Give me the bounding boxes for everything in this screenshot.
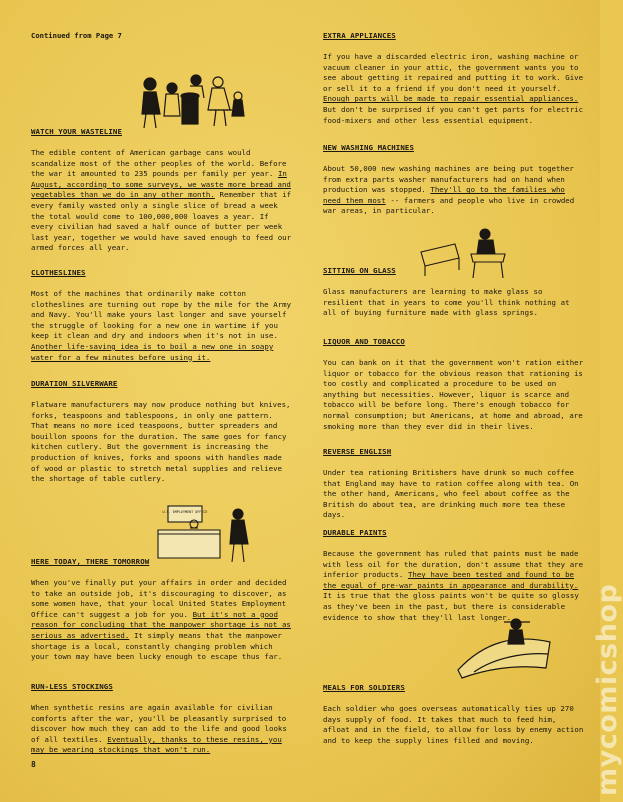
text-run: Most of the machines that ordinarily make cotton clotheslines are turning out rope by the mile for the Army and Navy. You'll make yours last longer and save yourself the struggle of looking for a new one in wartime if you keep it clean and dry and indoors when it's not in use. — [31, 289, 292, 341]
article-liquor-tobacco — [323, 337, 585, 432]
article-heading: NEW WASHING MACHINES — [323, 143, 414, 152]
article-body — [323, 52, 585, 126]
article-heading: DURABLE PAINTS — [323, 528, 387, 537]
text-run: When synthetic resins are again available for civilian comforts after the war, you'll be pleasantly surprised to discover how much they can add to the life and good looks of all textiles. — [31, 703, 287, 744]
underlined-run: In August, according to some surveys, we waste more bread and vegetables than we do in any other month. — [31, 169, 291, 200]
article-body — [31, 703, 293, 756]
article-meals-for-soldiers — [323, 683, 585, 746]
article-body — [323, 164, 585, 217]
article-heading: WATCH YOUR WASTELINE — [31, 127, 122, 136]
underlined-run: Enough parts will be made to repair essential appliances. — [323, 94, 579, 104]
text-run: You can bank on it that the government won't ration either liquor or tobacco for the obvious reason that rationing is too costly and complicated a procedure to be used on anything but necessities. However, liquor is scarce and tobacco will be before long. There's enough tobacco for normal consumption; but Americans, at home and abroad, are smoking more than they ever did in their lives. — [323, 358, 584, 431]
article-sitting-on-glass — [323, 266, 585, 319]
text-run: Each soldier who goes overseas automatically ties up 270 days supply of food. It takes that much to feed him, afloat and in the field, to allow for loss by enemy action and to keep the supply lines filled and moving. — [323, 704, 584, 745]
underlined-run: They'll go to the families who need them most — [323, 185, 565, 205]
article-heading: MEALS FOR SOLDIERS — [323, 683, 405, 692]
article-clotheslines — [31, 268, 293, 363]
article-body — [323, 358, 585, 432]
text-run: Under tea rationing Britishers have drunk so much coffee that England may have to ration coffee along with tea. On the other hand, Americans, who feel about coffee as the British do about tea, are drinking much more tea these days. — [323, 468, 579, 520]
article-washing-machines — [323, 143, 585, 217]
text-run: But don't be surprised if you can't get parts for electric food-mixers and other less essential equipment. — [323, 104, 584, 125]
article-heading: HERE TODAY, THERE TOMORROW — [31, 557, 150, 566]
article-appliances — [323, 31, 585, 126]
article-body — [323, 704, 585, 746]
article-durable-paints — [323, 528, 585, 623]
page-number: 8 — [31, 760, 36, 769]
article-heading: EXTRA APPLIANCES — [323, 31, 396, 40]
text-run: -- farmers and people who live in crowded war areas, in particular. — [323, 195, 575, 216]
article-heading: RUN-LESS STOCKINGS — [31, 682, 113, 691]
article-heading: DURATION SILVERWARE — [31, 379, 118, 388]
article-body — [323, 549, 585, 623]
article-here-today — [31, 557, 293, 663]
article-heading: SITTING ON GLASS — [323, 266, 396, 275]
text-run: Glass manufacturers are learning to make glass so resilient that in years to come you'll think nothing at all of buying furniture made with glass springs. — [323, 287, 570, 318]
text-run: Flatware manufacturers may now produce nothing but knives, forks, teaspoons and tablespoons, in only one pattern. That means no more iced teaspoons, butter spreaders and bouillon spoons for the duration. The same goes for fancy kitchen cutlery. But the government is increasing the production of knives, forks and spoons with handles made of wood or plastic to stretch metal supplies and relieve the shortage of table cutlery. — [31, 400, 291, 484]
text-run: When you've finally put your affairs in order and decided to take an outside job, it's discouraging to discover, as some women have, that your local United States Employment Office can't suggest a job for you. — [31, 578, 287, 619]
text-run: It is true that the gloss paints won't be quite so glossy as they've been in the past, but there is considerable evidence to show that they'll last longer. — [323, 591, 579, 622]
article-body — [31, 148, 293, 254]
text-run: If you have a discarded electric iron, washing machine or vacuum cleaner in your attic, the government wants you to see about getting it repaired and putting it to work. Give or sell it to a friend if you don't need it yourself. — [323, 52, 584, 93]
office-sign-text: U.S. EMPLOYMENT OFFICE — [162, 510, 208, 514]
article-body — [31, 289, 293, 363]
watermark — [558, 560, 623, 800]
article-body — [31, 400, 293, 485]
text-run: Because the government has ruled that paints must be made with less oil for the duration, don't assume that they are inferior products. — [323, 549, 584, 580]
article-body — [31, 578, 293, 663]
article-stockings — [31, 682, 293, 756]
article-heading: REVERSE ENGLISH — [323, 447, 392, 456]
continued-note: Continued from Page 7 — [31, 31, 122, 40]
article-heading: CLOTHESLINES — [31, 268, 86, 277]
underlined-run: Another life-saving idea is to boil a new one in soapy water for a few minutes before using it. — [31, 341, 274, 362]
article-body — [323, 287, 585, 319]
underlined-run: Eventually, thanks to these resins, you may be wearing stockings that won't run. — [31, 734, 282, 755]
garbage-family-illustration — [136, 70, 246, 132]
article-heading: LIQUOR AND TOBACCO — [323, 337, 405, 346]
article-body — [323, 468, 585, 521]
article-silverware — [31, 379, 293, 485]
text-run: About 50,000 new washing machines are being put together from extra parts washer manufacturers had on hand when production was stopped. — [323, 164, 574, 195]
underlined-run: But it's not a good reason for concluding that the manpower shortage is not as serious as advertised. — [31, 609, 291, 640]
underlined-run: They have been tested and found to be the equal of pre-war paints in appearance and durability. — [323, 570, 579, 590]
text-run: It simply means that the manpower shortage is a local, constantly changing problem which your town may have been lucky enough to escape thus far. — [31, 630, 283, 662]
text-run: The edible content of American garbage cans would scandalize most of the other peoples of the world. Before the war it amounted to 235 pounds per family per year. — [31, 148, 287, 179]
watermark-text: mycomicshop — [592, 583, 623, 796]
article-waste — [31, 127, 293, 254]
article-reverse-english — [323, 447, 585, 521]
text-run: Remember that if every family wasted only a single slice of bread a week the total would come to 100,000,000 loaves a year. If every civilian had saved a half ounce of butter per week last year, together we would have saved enough to feed our armed forces all year. — [31, 190, 292, 253]
